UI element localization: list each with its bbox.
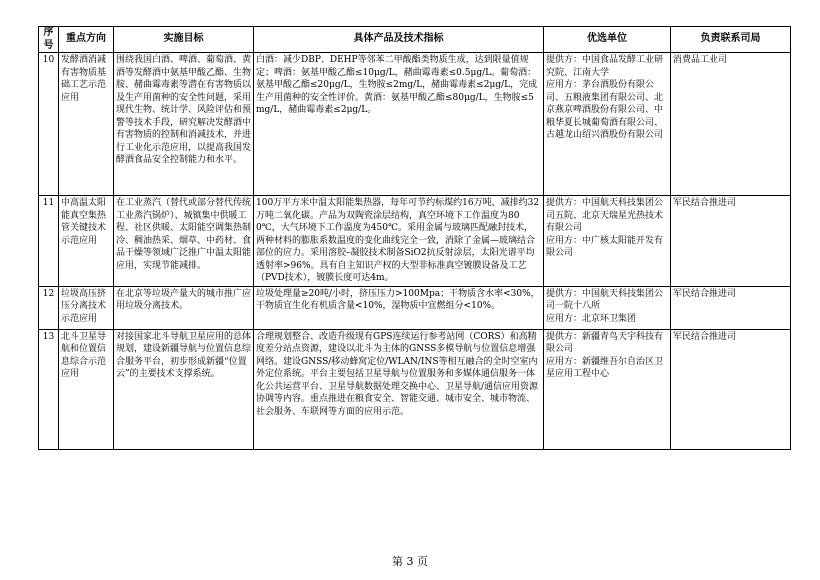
document-page <box>38 26 790 450</box>
row-goal: 在北京等垃圾产量大的城市推广应用垃圾分离技术。 <box>114 286 254 329</box>
table-row <box>39 329 791 449</box>
row-units: 提供方：中国食品发酵工业研究院、江南大学 应用方：茅台酒股份有限公司、五粮液集团有限公司、北京燕京啤酒股份有限公司、中粮华夏长城葡萄酒有限公司、古越龙山绍兴酒股份有限公司 <box>544 53 671 196</box>
row-dept: 消费品工业司 <box>671 53 791 196</box>
header-dept: 负责联系司局 <box>671 27 791 53</box>
row-spec: 白酒：减少DBP、DEHP等邻苯二甲酸酯类物质生成，达到限量值规定；啤酒：氨基甲酸乙酯≤10μg/L，赭曲霉毒素≤0.5μg/L。葡萄酒：氨基甲酸乙酯≤20μg/L，生物胺≤2mg/L，赭曲霉毒素≤2μg/L，完成生产用菌种的安全性评价。黄酒：氨基甲酸乙酯≤80μg/L，生物胺≤5mg/L，赭曲霉毒素≤2μg/L。 <box>254 53 544 196</box>
header-index: 序号 <box>39 27 59 53</box>
row-units: 提供方：中国航天科技集团公司一院十八所 应用方：北京环卫集团 <box>544 286 671 329</box>
row-index: 11 <box>39 196 59 287</box>
row-direction: 垃圾高压挤压分离技术示范应用 <box>59 286 114 329</box>
row-goal: 对接国家北斗导航卫星应用的总体规划，建设新疆导航与位置信息综合服务平台，初步形成新疆“位置云”的主要技术支撑系统。 <box>114 329 254 449</box>
row-index: 12 <box>39 286 59 329</box>
row-dept: 军民结合推进司 <box>671 329 791 449</box>
table-row <box>39 286 791 329</box>
row-goal: 围绕我国白酒、啤酒、葡萄酒、黄酒等发酵酒中氨基甲酸乙酯、生物胺、赭曲霉毒素等潜在有害物质以及生产用菌种的安全性问题，采用现代生物、统计学、风险评估和预警等技术手段，研究解决发酵酒中有害物质的控制和消减技术，并进行工业化示范应用，以提高我国发酵酒食品安全控制能力和水平。 <box>114 53 254 196</box>
header-units: 优选单位 <box>544 27 671 53</box>
header-spec: 具体产品及技术指标 <box>254 27 544 53</box>
header-goal: 实施目标 <box>114 27 254 53</box>
table-row <box>39 196 791 287</box>
row-units: 提供方：新疆青鸟天宇科技有限公司 应用方：新疆维吾尔自治区卫星应用工程中心 <box>544 329 671 449</box>
row-direction: 发酵酒消减有害物质基础工艺示范应用 <box>59 53 114 196</box>
table-row <box>39 53 791 196</box>
row-direction: 北斗卫星导航和位置信息综合示范应用 <box>59 329 114 449</box>
row-dept: 军民结合推进司 <box>671 196 791 287</box>
row-index: 13 <box>39 329 59 449</box>
project-table <box>38 26 791 450</box>
row-spec: 100万平方米中温太阳能集热器，每年可节约标煤约16万吨，减排约32万吨二氧化碳。产品为双陶瓷涂层结构，真空环境下工作温度为800℃，大气环境下工作温度为450℃。采用金属与玻璃匹配融封技术，两种材料的膨胀系数温度的变化曲线完全一致，消除了金属—玻璃结合部位的应力。采用溶胶–凝胶技术制备SiO2抗反射涂层，太阳光谱平均透射率>96%。具有自主知识产权的大型非标准真空镀膜设备及工艺（PVD技术），镀膜长度可达4m。 <box>254 196 544 287</box>
row-dept: 军民结合推进司 <box>671 286 791 329</box>
table-header-row <box>39 27 791 53</box>
row-direction: 中高温太阳能真空集热管关键技术示范应用 <box>59 196 114 287</box>
page-number: 第 3 页 <box>392 555 428 568</box>
row-spec: 合理规划整合、改造升级现有GPS连续运行参考站网（CORS）和高精度差分站点资源，建设以北斗为主体的GNSS多模导航与位置信息增强网络。建设GNSS/移动蜂窝定位/WLAN/INS等相互融合的全时空室内外定位系统。平台主要包括卫星导航与位置服务和多媒体通信服务一体化公共运营平台、卫星导航数据处理交换中心、卫星导航/通信应用资源协调等内容。重点推进在粮食安全、智能交通、城市安全、城市物流、社会服务、车联网等方面的应用示范。 <box>254 329 544 449</box>
row-index: 10 <box>39 53 59 196</box>
row-units: 提供方：中国航天科技集团公司五院、北京天瑞星光热技术有限公司 应用方：中广核太阳能开发有限公司 <box>544 196 671 287</box>
row-spec: 垃圾处理量≥20吨/小时，挤压压力>100Mpa；干物质含水率<30%，干物质宜生化有机质含量<10%，湿物质中宜燃组分<10%。 <box>254 286 544 329</box>
header-direction: 重点方向 <box>59 27 114 53</box>
row-goal: 在工业蒸汽（替代或部分替代传统工业蒸汽锅炉）、城镇集中供暖工程、社区供暖、太阳能空调集热制冷、稠油热采、烟草、中药材、食品干燥等领域广泛推广中温太阳能应用，实现节能减排。 <box>114 196 254 287</box>
